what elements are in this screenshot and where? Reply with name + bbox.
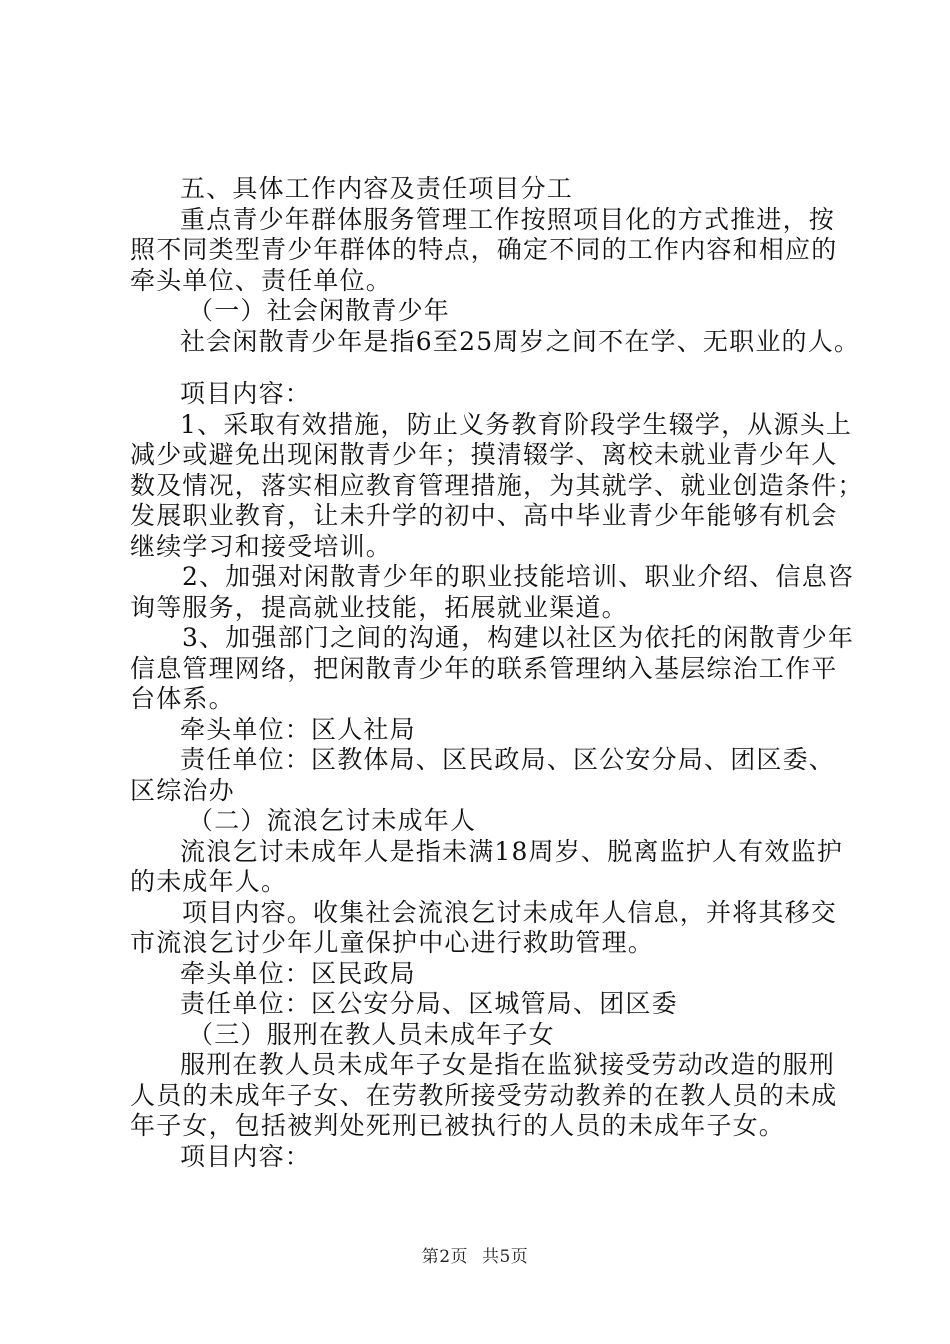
paragraph-line: 重点青少年群体服务管理工作按照项目化的方式推进，按 bbox=[180, 204, 836, 234]
page-total: 共5页 bbox=[481, 1247, 529, 1267]
subsection-heading: （二）流浪乞讨未成年人 bbox=[188, 806, 477, 835]
subsection-heading: （一）社会闲散青少年 bbox=[188, 296, 451, 325]
paragraph-line: 3、加强部门之间的沟通，构建以社区为依托的闲散青少年 bbox=[182, 623, 855, 652]
paragraph-line: 照不同类型青少年群体的特点，确定不同的工作内容和相应的 bbox=[130, 235, 838, 264]
paragraph-line: 询等服务，提高就业技能，拓展就业渠道。 bbox=[130, 592, 628, 622]
paragraph-line: 信息管理网络，把闲散青少年的联系管理纳入基层综治工作平 bbox=[130, 653, 838, 683]
page-number: 第2页 bbox=[421, 1247, 469, 1267]
item-heading: 项目内容： bbox=[180, 379, 312, 408]
paragraph-line: 发展职业教育，让未升学的初中、高中毕业青少年能够有机会 bbox=[130, 501, 838, 530]
paragraph-line: 2、加强对闲散青少年的职业技能培训、职业介绍、信息咨 bbox=[182, 562, 855, 591]
paragraph-line: 人员的未成年子女、在劳教所接受劳动教养的在教人员的未成 bbox=[130, 1080, 838, 1110]
paragraph-line: 继续学习和接受培训。 bbox=[130, 531, 393, 561]
subsection-heading: （三）服刑在教人员未成年子女 bbox=[188, 1019, 555, 1049]
paragraph-line: 市流浪乞讨少年儿童保护中心进行救助管理。 bbox=[130, 928, 655, 957]
paragraph-line: 服刑在教人员未成年子女是指在监狱接受劳动改造的服刑 bbox=[180, 1050, 836, 1079]
responsible-units: 责任单位：区公安分局、区城管局、团区委 bbox=[180, 989, 678, 1018]
paragraph-line: 减少或避免出现闲散青少年；摸清辍学、离校未就业青少年人 bbox=[130, 440, 838, 469]
page-footer bbox=[0, 1242, 950, 1267]
paragraph-line: 年子女，包括被判处死刑已被执行的人员的未成年子女。 bbox=[130, 1111, 786, 1140]
paragraph-line: 区综治办 bbox=[130, 775, 235, 805]
section-heading: 五、具体工作内容及责任项目分工 bbox=[180, 174, 574, 203]
paragraph-line: 的未成年人。 bbox=[130, 867, 288, 896]
paragraph-line: 台体系。 bbox=[130, 684, 235, 713]
item-heading: 项目内容： bbox=[180, 1141, 312, 1171]
lead-unit: 牵头单位：区民政局 bbox=[180, 958, 416, 988]
lead-unit: 牵头单位：区人社局 bbox=[180, 714, 416, 744]
paragraph-line: 项目内容。收集社会流浪乞讨未成年人信息，并将其移交 bbox=[182, 897, 838, 927]
paragraph-line: 1、采取有效措施，防止义务教育阶段学生辍学，从源头上 bbox=[180, 409, 853, 439]
document-body bbox=[130, 174, 864, 1172]
paragraph-line: 流浪乞讨未成年人是指未满18周岁、脱离监护人有效监护 bbox=[180, 836, 844, 866]
responsible-units: 责任单位：区教体局、区民政局、区公安分局、团区委、 bbox=[180, 745, 836, 774]
paragraph-line: 牵头单位、责任单位。 bbox=[130, 265, 393, 295]
spacer bbox=[130, 357, 835, 379]
paragraph-line: 社会闲散青少年是指6至25周岁之间不在学、无职业的人。 bbox=[180, 326, 861, 356]
paragraph-line: 数及情况，落实相应教育管理措施，为其就学、就业创造条件； bbox=[130, 470, 864, 500]
